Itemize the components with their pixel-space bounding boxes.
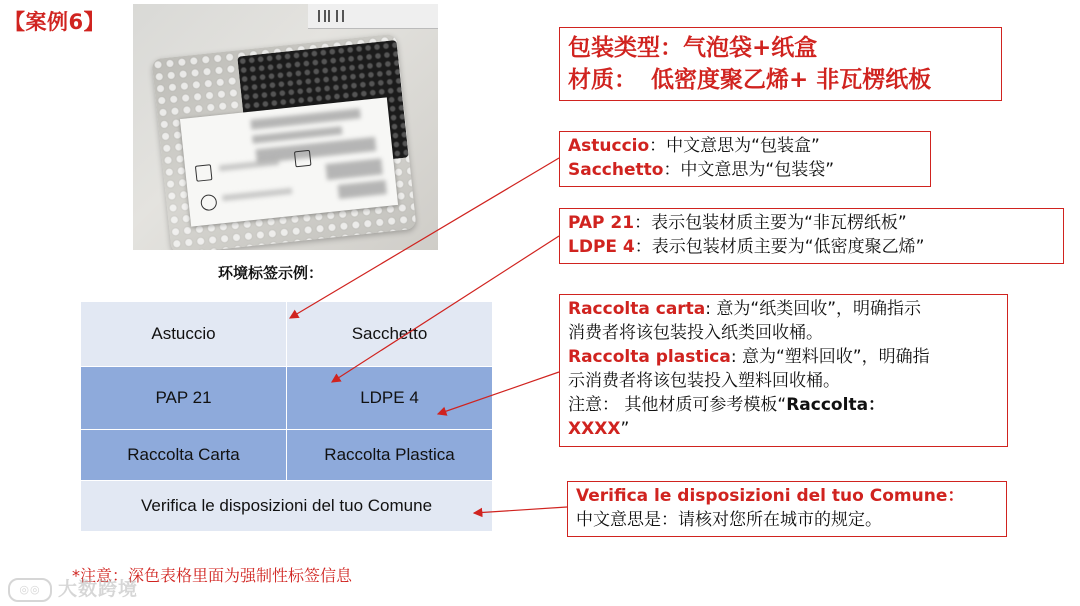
template-note: 注意： 其他材质可参考模板“	[568, 395, 787, 415]
watermark-text: 大数跨境	[58, 578, 139, 600]
sacchetto-def: ：中文意思为“包装袋”	[663, 160, 835, 180]
raccolta-carta-term: Raccolta carta	[568, 299, 706, 319]
watermark-logo-icon: ◎◎	[8, 578, 52, 602]
ldpe4-def: ：表示包装材质主要为“低密度聚乙烯”	[634, 237, 925, 257]
material-value: 低密度聚乙烯+ 非瓦楞纸板	[651, 67, 932, 93]
ldpe4-term: LDPE 4	[568, 237, 635, 257]
package-type-line: 包装类型：气泡袋+纸盒	[568, 35, 818, 61]
arrow-verifica	[474, 507, 567, 513]
cell-verifica: Verifica le disposizioni del tuo Comune	[81, 481, 493, 532]
material-label: 材质：	[568, 67, 637, 93]
verifica-term: Verifica le disposizioni del tuo Comune	[576, 486, 948, 506]
arrow-astuccio	[290, 158, 559, 318]
cell-raccolta-carta: Raccolta Carta	[81, 430, 287, 481]
env-label-title: 环境标签示例：	[218, 264, 324, 282]
verifica-def: 中文意思是：请核对您所在城市的规定。	[576, 510, 882, 530]
sacchetto-term: Sacchetto	[568, 160, 664, 180]
mandatory-note: *注意：深色表格里面为强制性标签信息	[72, 566, 353, 585]
cell-pap21: PAP 21	[81, 367, 287, 430]
case-title: 【案例6】	[4, 10, 106, 34]
cell-astuccio: Astuccio	[81, 302, 287, 367]
arrow-raccolta	[438, 372, 559, 414]
verifica-colon: ：	[947, 486, 965, 506]
pap21-term: PAP 21	[568, 213, 635, 233]
astuccio-term: Astuccio	[568, 136, 650, 156]
raccolta-carta-def-cont: 消费者将该包装投入纸类回收桶。	[568, 323, 823, 343]
raccolta-carta-def: : 意为“纸类回收”，明确指示	[705, 299, 922, 319]
astuccio-def: ：中文意思为“包装盒”	[649, 136, 820, 156]
template-term: Raccolta：	[786, 395, 886, 415]
raccolta-plastica-term: Raccolta plastica	[568, 347, 731, 367]
arrow-material	[332, 236, 559, 382]
raccolta-plastica-def-cont: 示消费者将该包装投入塑料回收桶。	[568, 371, 840, 391]
cell-sacchetto: Sacchetto	[287, 302, 493, 367]
pap21-def: ：表示包装材质主要为“非瓦楞纸板”	[634, 213, 907, 233]
template-suffix: ”	[620, 419, 630, 439]
cell-ldpe4: LDPE 4	[287, 367, 493, 430]
template-xxxx: XXXX	[568, 419, 621, 439]
cell-raccolta-plastica: Raccolta Plastica	[287, 430, 493, 481]
raccolta-plastica-def: : 意为“塑料回收”，明确指	[730, 347, 930, 367]
